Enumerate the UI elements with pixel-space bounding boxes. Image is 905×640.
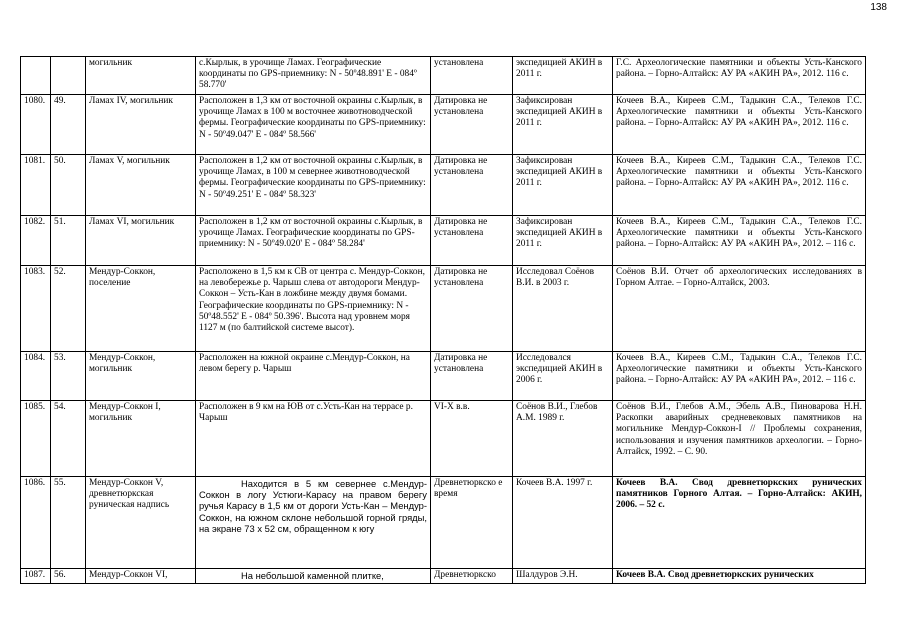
dating: VI-X в.в. [431, 401, 513, 477]
source-reference: Кочеев В.А., Киреев С.М., Тадыкин С.А., Телеков Г.С. Археологические памятники и объекты Усть-Канского района. – Горно-Алтайск: АУ РА «АКИН РА», 2012. – 116 с. [613, 216, 866, 266]
row-number [21, 57, 51, 95]
researcher: Шалдуров Э.Н. [513, 569, 613, 584]
researcher: экспедицией АКИН в 2011 г. [513, 57, 613, 95]
location-description: Расположен в 9 км на ЮВ от с.Усть-Кан на террасе р. Чарыш [196, 401, 431, 477]
table-row [21, 57, 866, 95]
dating: Древнетюркско е время [431, 477, 513, 569]
dating: Датировка не установлена [431, 216, 513, 266]
table-row [21, 95, 866, 155]
researcher: Зафиксирован экспедицией АКИН в 2011 г. [513, 216, 613, 266]
source-reference: Кочеев В.А., Киреев С.М., Тадыкин С.А., Телеков Г.С. Археологические памятники и объекты Усть-Канского района. – Горно-Алтайск: АУ РА «АКИН РА», 2012. – 116 с. [613, 352, 866, 401]
source-reference: Соёнов В.И. Отчет об археологических исследованиях в Горном Алтае. – Горно-Алтайск, 2003. [613, 266, 866, 352]
row-index: 50. [51, 155, 86, 216]
dating: установлена [431, 57, 513, 95]
location-description: Находится в 5 км севернее с.Мендур-Соккон в логу Устюги-Карасу на правом берегу ручья Карасу в 1,5 км от дороги Усть-Кан – Мендур-Соккон, на южном склоне небольшой горной гряды, на экране 73 х 52 см, обращенном к югу [196, 477, 431, 569]
researcher: Зафиксирован экспедицией АКИН в 2011 г. [513, 95, 613, 155]
page-number: 138 [870, 2, 887, 13]
table-row [21, 569, 866, 584]
row-index: 49. [51, 95, 86, 155]
row-index: 51. [51, 216, 86, 266]
row-number: 1087. [21, 569, 51, 584]
location-description: Расположено в 1,5 км к СВ от центра с. Мендур-Соккон, на левобережье р. Чарыш слева от автодороги Мендур-Соккон – Усть-Кан в ложбине между двумя бомами. Географические координаты по GPS-приемнику: N - 50º48.552' E - 084º 50.396'. Высота над уровнем моря 1127 м (по балтийской системе высот). [196, 266, 431, 352]
location-description: Расположен в 1,3 км от восточной окраины с.Кырлык, в урочище Ламах в 100 м восточнее животноводческой фермы. Географические координаты по GPS-приемнику: N - 50º49.047' E - 084º 58.566' [196, 95, 431, 155]
monument-name: Ламах VI, могильник [86, 216, 196, 266]
source-reference: Соёнов В.И., Глебов А.М., Эбель А.В., Пиноварова Н.Н. Раскопки аварийных средневековых памятников на могильнике Мендур-Соккон-I // Проблемы сохранения, использования и изучения памятников археологии. – Горно-Алтайск, 1992. – С. 90. [613, 401, 866, 477]
dating: Датировка не установлена [431, 352, 513, 401]
row-number: 1086. [21, 477, 51, 569]
dating: Древнетюркско [431, 569, 513, 584]
monument-name: Мендур-Соккон, поселение [86, 266, 196, 352]
monument-name: Мендур-Соккон V, древнетюркская руническая надпись [86, 477, 196, 569]
source-reference: Кочеев В.А., Киреев С.М., Тадыкин С.А., Телеков Г.С. Археологические памятники и объекты Усть-Канского района. – Горно-Алтайск: АУ РА «АКИН РА», 2012. 116 с. [613, 155, 866, 216]
row-number: 1084. [21, 352, 51, 401]
researcher: Исследовал Соёнов В.И. в 2003 г. [513, 266, 613, 352]
table-row [21, 352, 866, 401]
table-row [21, 155, 866, 216]
dating: Датировка не установлена [431, 266, 513, 352]
row-number: 1082. [21, 216, 51, 266]
row-index: 53. [51, 352, 86, 401]
monument-name: Ламах V, могильник [86, 155, 196, 216]
researcher: Исследовался экспедицией АКИН в 2006 г. [513, 352, 613, 401]
table-row [21, 401, 866, 477]
table-row [21, 216, 866, 266]
researcher: Зафиксирован экспедицией АКИН в 2011 г. [513, 155, 613, 216]
researcher: Кочеев В.А. 1997 г. [513, 477, 613, 569]
source-reference: Г.С. Археологические памятники и объекты Усть-Канского района. – Горно-Алтайск: АУ РА «АКИН РА», 2012. 116 с. [613, 57, 866, 95]
monument-name: Ламах IV, могильник [86, 95, 196, 155]
monuments-table [20, 56, 866, 584]
dating: Датировка не установлена [431, 95, 513, 155]
table-row [21, 266, 866, 352]
row-number: 1083. [21, 266, 51, 352]
location-description: Расположен в 1,2 км от восточной окраины с.Кырлык, в урочище Ламах. Географические координаты по GPS-приемнику: N - 50º49.020' E - 084º 58.284' [196, 216, 431, 266]
monument-name: Мендур-Соккон, могильник [86, 352, 196, 401]
location-description: Расположен на южной окраине с.Мендур-Соккон, на левом берегу р. Чарыш [196, 352, 431, 401]
location-description: На небольшой каменной плитке, [196, 569, 431, 584]
monument-name: Мендур-Соккон VI, [86, 569, 196, 584]
row-number: 1085. [21, 401, 51, 477]
location-description: с.Кырлык, в урочище Ламах. Географические координаты по GPS-приемнику: N - 50º48.891' E - 084º 58.770' [196, 57, 431, 95]
source-reference: Кочеев В.А. Свод древнетюркских рунических [613, 569, 866, 584]
row-index: 52. [51, 266, 86, 352]
row-index [51, 57, 86, 95]
row-number: 1081. [21, 155, 51, 216]
table-row [21, 477, 866, 569]
dating: Датировка не установлена [431, 155, 513, 216]
source-reference: Кочеев В.А. Свод древнетюркских рунических памятников Горного Алтая. – Горно-Алтайск: АКИН, 2006. – 52 с. [613, 477, 866, 569]
row-index: 56. [51, 569, 86, 584]
row-number: 1080. [21, 95, 51, 155]
researcher: Соёнов В.И., Глебов А.М. 1989 г. [513, 401, 613, 477]
row-index: 54. [51, 401, 86, 477]
monument-name: могильник [86, 57, 196, 95]
monument-name: Мендур-Соккон I, могильник [86, 401, 196, 477]
location-description: Расположен в 1,2 км от восточной окраины с.Кырлык, в урочище Ламах, в 100 м севернее животноводческой фермы. Географические координаты по GPS-приемнику: N - 50º49.251' E - 084º 58.323' [196, 155, 431, 216]
row-index: 55. [51, 477, 86, 569]
source-reference: Кочеев В.А., Киреев С.М., Тадыкин С.А., Телеков Г.С. Археологические памятники и объекты Усть-Канского района. – Горно-Алтайск: АУ РА «АКИН РА», 2012. 116 с. [613, 95, 866, 155]
